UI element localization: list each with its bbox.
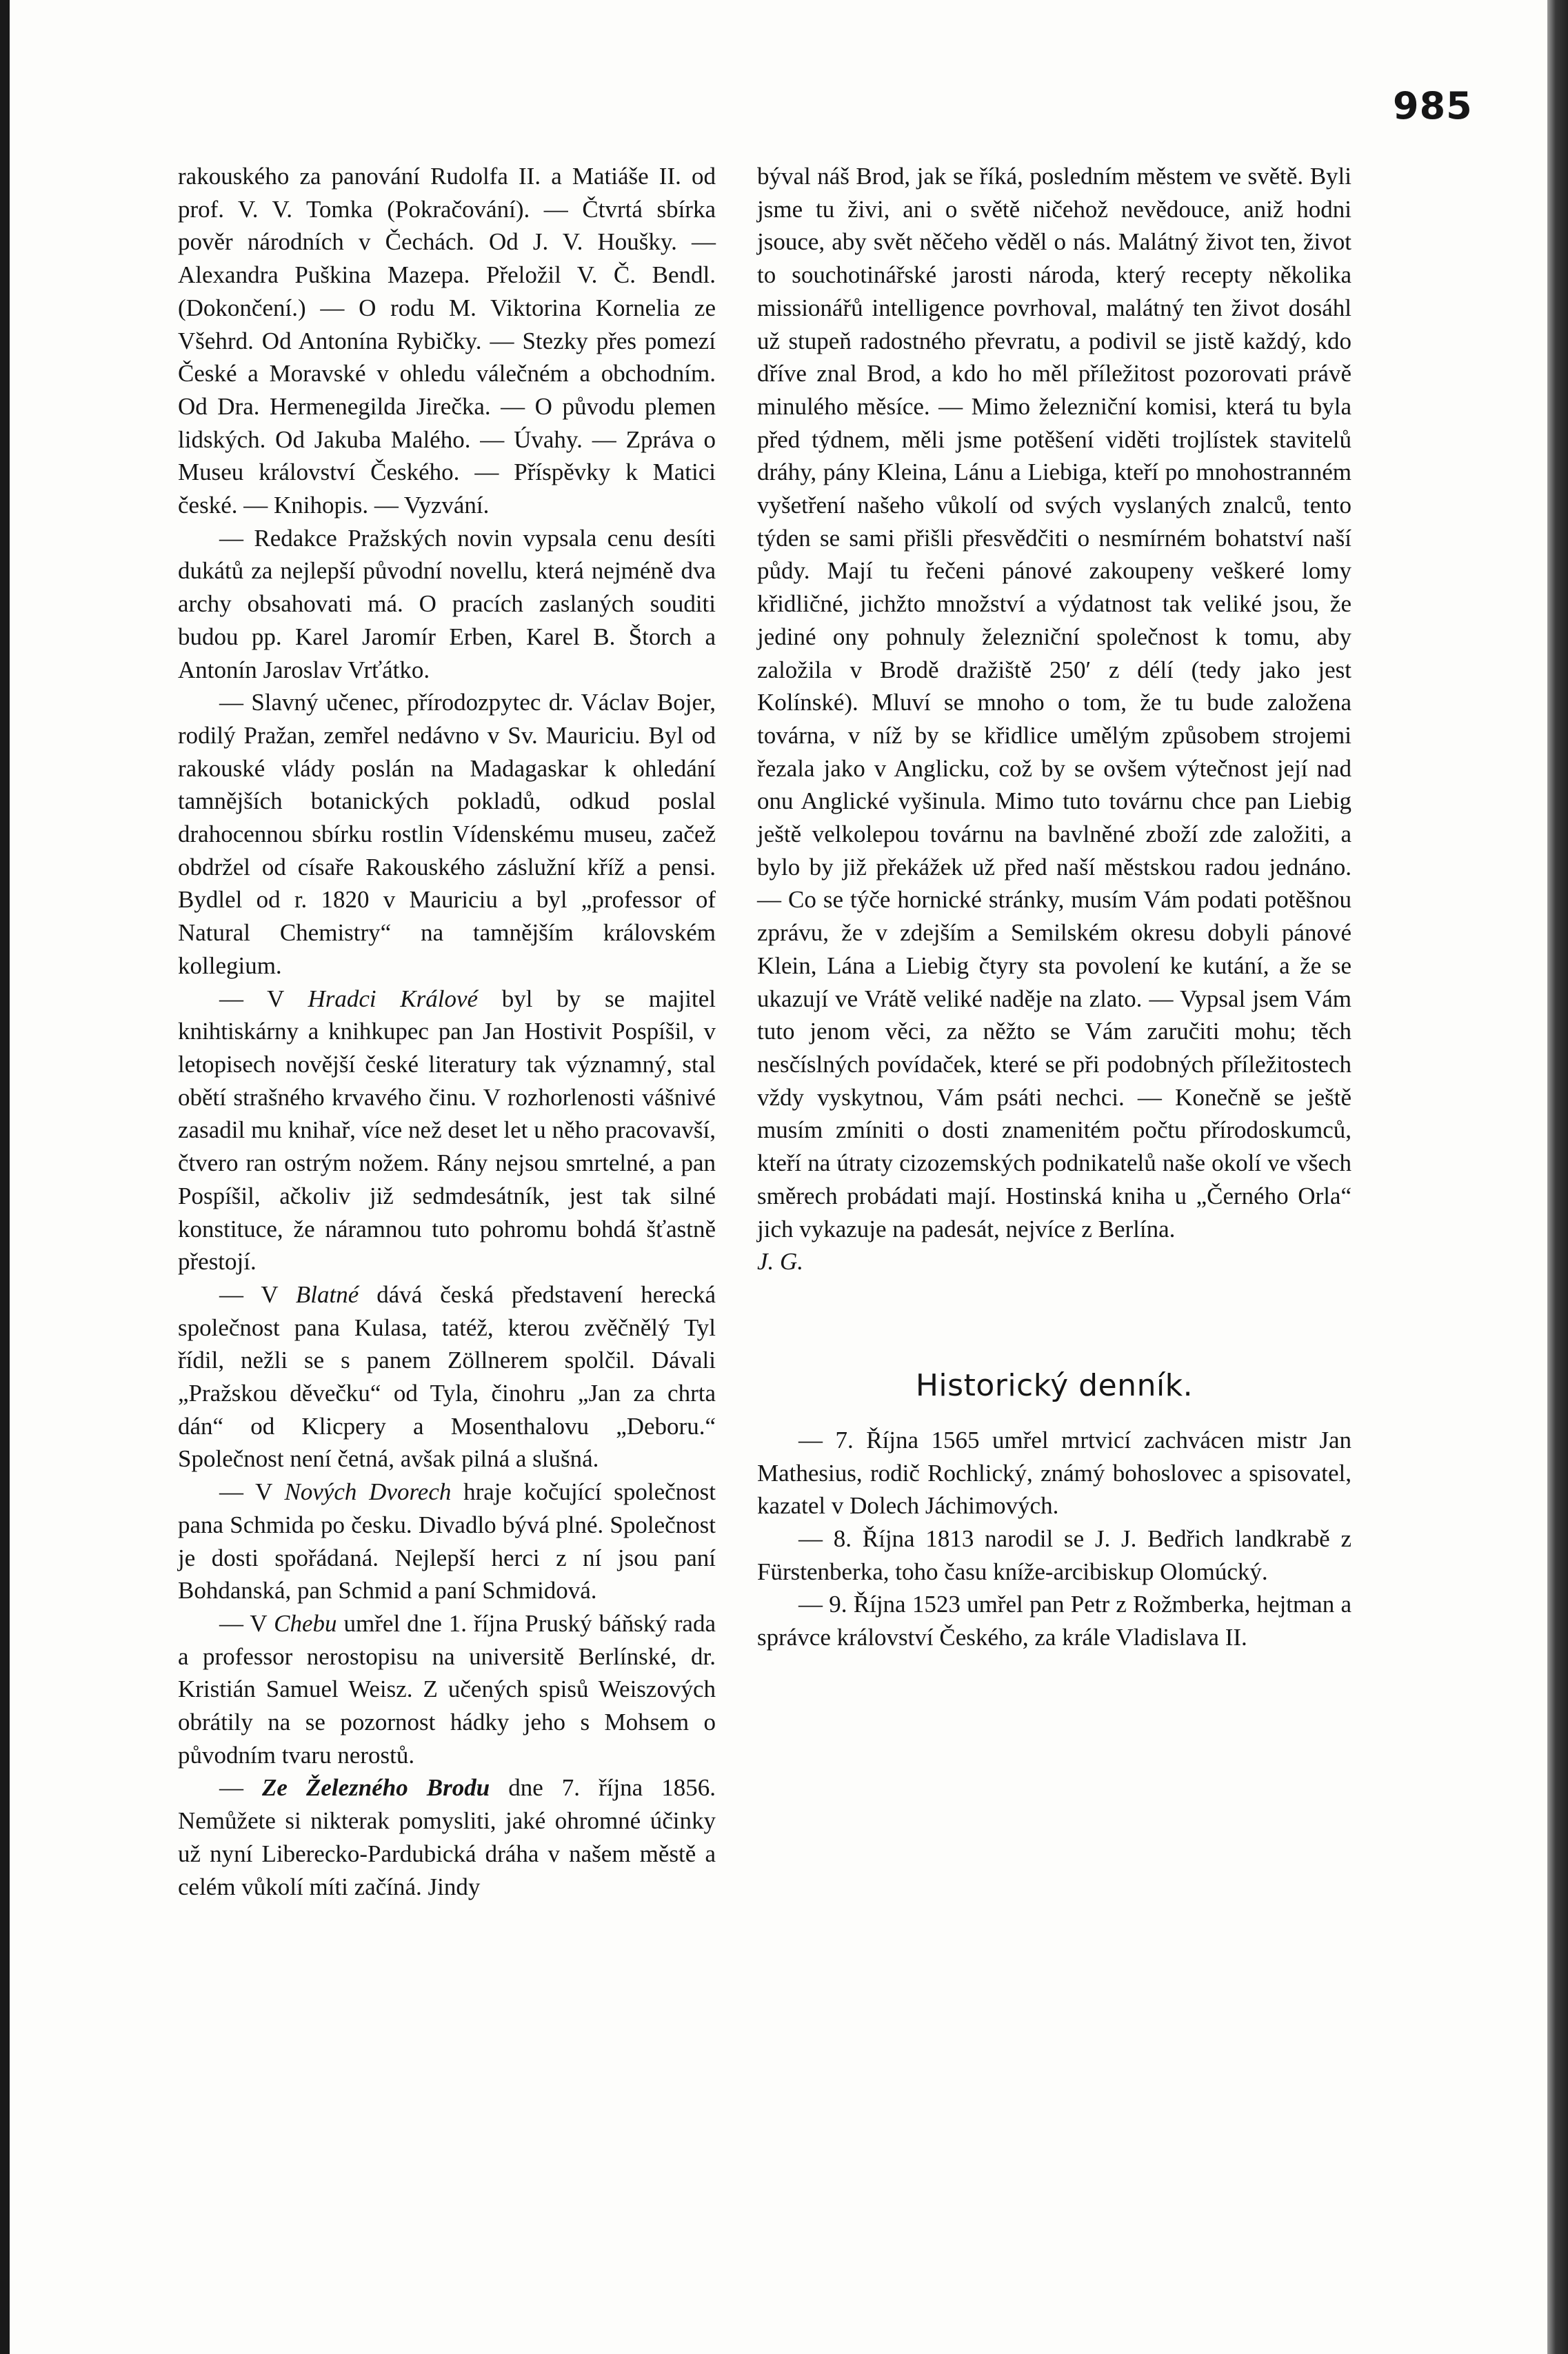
paragraph-text: dává česká představení herecká společnost pana Kulasa, tatéž, kterou zvěčnělý Tyl řídil, nežli se s panem Zöllnerem spolčil. Dávali „Pražskou děvečku“ od Tyla, činohru „Jan za chrta dán“ od Klicpery a Mosenthalovu „Deboru.“ Společnost není četná, avšak pilná a slušná. [178,1280,716,1473]
page-edge-right [1547,0,1568,2354]
history-entry: — 7. Října 1565 umřel mrtvicí zachvácen mistr Jan Mathesius, rodič Rochlický, známý bohoslovec a spisovatel, kazatel v Dolech Jáchimových. [757,1426,1351,1520]
place-name: Ze Železného Brodu [262,1774,490,1802]
page-edge-left [0,0,10,2354]
right-column [757,160,1351,1654]
paragraph-text: umřel dne 1. října Pruský báňský rada a professor nerostopisu na universitě Berlínské, dr. Kristián Samuel Weisz. Z učených spisů Weiszových obrátily na se pozornost hádky jeho s Mohsem o původním tvaru nerostů. [178,1609,716,1769]
paragraph-cheb [178,1607,716,1772]
paragraph-nove-dvory [178,1476,716,1607]
heading-gap [757,1403,1351,1424]
history-entry: — 9. Října 1523 umřel pan Petr z Rožmberka, hejtman a správce království Českého, za krále Vladislava II. [757,1591,1351,1651]
place-name: Hradci Králové [308,985,479,1012]
history-entry: — 8. Října 1813 narodil se J. J. Bedřich landkrabě z Fürstenberka, toho času kníže-arcibiskup Olomúcký. [757,1525,1351,1585]
place-name: Blatné [295,1280,359,1308]
place-name: Chebu [274,1609,337,1637]
page-number: 985 [1393,84,1473,128]
place-name: Nových Dvorech [284,1478,452,1506]
dash: — [219,1774,263,1802]
author-signature: J. G. [757,1248,804,1276]
paragraph-blatna [178,1278,716,1476]
paragraph-zelezny-brod-continued: býval náš Brod, jak se říká, posledním městem ve světě. Byli jsme tu živi, ani o světě ničehož nevědouce, aniž hodni jsouce, aby svět něčeho věděl o nás. Malátný život ten, život to souchotinářské jarosti národa, který recepty několika missionářů intelligence povrhoval, malátný ten život dosáhl už stupeň radostného převratu, a podivil se jistě každý, kdo dříve znal Brod, a kdo ho měl příležitost pozorovati právě minulého měsíce. — Mimo železniční komisi, která tu byla před týdnem, měli jsme potěšení viděti trojlístek stavitelů dráhy, pány Kleina, Lánu a Liebiga, kteří po mnohostranném vyšetření našeho vůkolí od svých vyslaných znalců, tento týden se sami přišli přesvědčiti o nesmírném bohatství naší půdy. Mají tu řečeni pánové zakoupeny veškeré lomy křidličné, jichžto množství a výdatnost tak veliké jsou, že jediné ony pohnuly železniční společnost k tomu, aby založila v Brodě dražiště 250′ z délí (tedy jako jest Kolínské). Mluví se mnoho o tom, že tu bude založena továrna, v níž by se křidlice umělým způsobem strojemi řezala jako v Anglicku, což by se ovšem výtečnost její nad onu Anglické vyšinula. Mimo tuto továrnu chce pan Liebig ještě velkolepou továrnu na bavlněné zboží zde založiti, a bylo by již překážek už před naší městskou radou jednáno. — Co se týče hornické stránky, musím Vám podati potěšnou zprávu, že v zdejším a Semilském okresu dobyli pánové Klein, Lána a Liebig čtyry sta povolení ke kutání, a že se ukazují ve Vrátě veliké naděje na zlato. — Vypsal jsem Vám tuto jenom věci, za něžto se Vám zaručiti mohu; těch nesčíslných povídaček, které se při podobných příležitostech vždy vyskytnou, Vám psáti nechci. — Konečně se ještě musím zmíniti o dosti znamenitém počtu přírodoskumců, kteří na útraty cizozemských podnikatelů naše okolí ve všech směrech probádati mají. Hostinská kniha u „Černého Orla“ jich vykazuje na padesát, nejvíce z Berlína. [757,163,1351,1243]
paragraph-novel-prize: — Redakce Pražských novin vypsala cenu desíti dukátů za nejlepší původní novellu, která nejméně dva archy obsahovati má. O pracích zaslaných souditi budou pp. Karel Jaromír Erben, Karel B. Štorch a Antonín Jaroslav Vrťátko. [178,524,716,683]
paragraph-text: byl by se majitel knihtiskárny a knihkupec pan Jan Hostivit Pospíšil, v letopisech novější české literatury tak významný, stal obětí strašného krvavého činu. V rozhorlenosti vášnivé zasadil mu knihař, více než deset let u něho pracovavší, čtvero ran ostrým nožem. Rány nejsou smrtelné, a pan Pospíšil, ačkoliv již sedmdesátník, jest tak silné konstituce, že náramnou tuto pohromu bohdá šťastně přestojí. [178,985,716,1276]
paragraph-zelezny-brod [178,1771,716,1903]
dash: — V [219,1280,296,1308]
paragraph-text: dne 7. října 1856. Nemůžete si nikterak pomysliti, jaké ohromné účinky už nyní Liberecko-Pardubická dráha v našem městě a celém vůkolí míti začíná. Jindy [178,1774,716,1900]
section-heading: Historický denník. [915,1367,1194,1403]
dash: — V [219,1478,285,1506]
dash: — V [219,1609,274,1637]
section-gap [757,1278,1351,1368]
left-column [178,160,716,1903]
dash: — V [219,985,308,1012]
paragraph-contents-list: rakouského za panování Rudolfa II. a Matiáše II. od prof. V. V. Tomka (Pokračování). — Čtvrtá sbírka pověr národních v Čechách. Od J. V. Houšky. — Alexandra Puškina Mazepa. Přeložil V. Č. Bendl. (Dokončení.) — O rodu M. Viktorina Kornelia ze Všehrd. Od Antonína Rybičky. — Stezky přes pomezí České a Moravské v ohledu válečném a obchodním. Od Dra. Hermenegilda Jirečka. — O původu plemen lidských. Od Jakuba Malého. — Úvahy. — Zpráva o Museu království Českého. — Příspěvky k Matici české. — Knihopis. — Vyzvání. [178,163,716,519]
paragraph-hradec-kralove [178,983,716,1278]
paragraph-text: hraje kočující společnost pana Schmida po česku. Divadlo bývá plné. Společnost je dosti spořádaná. Nejlepší herci z ní jsou paní Bohdanská, pan Schmid a paní Schmidová. [178,1478,716,1604]
paragraph-bojer-obituary: — Slavný učenec, přírodozpytec dr. Václav Bojer, rodilý Pražan, zemřel nedávno v Sv. Mauriciu. Byl od rakouské vlády poslán na Madagaskar k ohledání tamnějších botanických pokladů, odkud poslal drahocennou sbírku rostlin Vídenskému museu, začež obdržel od císaře Rakouského záslužní kříž a pensi. Bydlel od r. 1820 v Mauriciu a byl „professor of Natural Chemistry“ na tamnějším královském kollegium. [178,689,716,979]
